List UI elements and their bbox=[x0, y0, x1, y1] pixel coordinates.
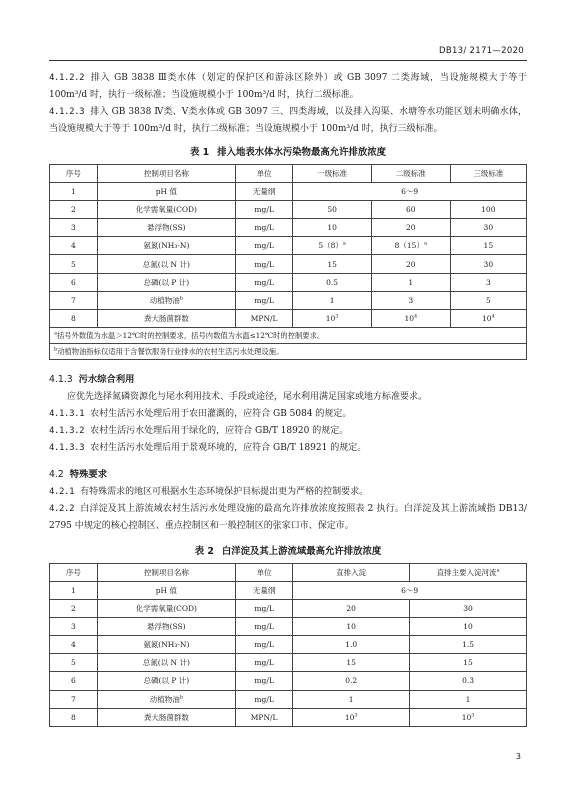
cell-no: 6 bbox=[50, 672, 98, 690]
exponent: 3 bbox=[354, 712, 358, 719]
clause-4-1-3-2 bbox=[49, 423, 527, 440]
cell-grade2: 1 bbox=[371, 273, 450, 291]
table-row bbox=[50, 183, 527, 201]
cell-item: 总氮(以 N 计) bbox=[97, 255, 235, 273]
table-row bbox=[50, 672, 527, 690]
footnote-mark: a bbox=[496, 567, 500, 574]
cell-item: 总磷(以 P 计) bbox=[97, 273, 235, 291]
section-4-1-3-intro: 应优先选择氮磷资源化与尾水利用技术、手段或途径，尾水利用满足国家或地方标准要求。 bbox=[67, 391, 428, 402]
item-text: 动植物油 bbox=[149, 694, 180, 704]
cell-grade2: 20 bbox=[371, 255, 450, 273]
cell-item bbox=[97, 291, 235, 309]
table2 bbox=[49, 563, 527, 727]
cell-grade2: 3 bbox=[371, 291, 450, 309]
cell-no: 1 bbox=[50, 183, 98, 201]
cell-unit: mg/L bbox=[236, 672, 293, 690]
cell-direct-lake: 10 bbox=[293, 618, 410, 636]
clause-4-1-2-2 bbox=[49, 70, 527, 104]
section-4-1-3-title bbox=[49, 371, 527, 385]
cell-unit: mg/L bbox=[236, 219, 293, 237]
cell-unit: mg/L bbox=[236, 201, 293, 219]
cell-item: 氨氮(NH₃-N) bbox=[97, 237, 235, 255]
table-row bbox=[50, 237, 527, 255]
cell-item: 总氮(以 N 计) bbox=[97, 654, 235, 672]
exponent: 3 bbox=[471, 712, 475, 719]
header-cell: 单位 bbox=[236, 563, 293, 581]
clause-number: 4.2.2 bbox=[49, 503, 75, 514]
cell-grade2: 60 bbox=[371, 201, 450, 219]
exponent: 4 bbox=[491, 313, 495, 320]
table-row bbox=[50, 618, 527, 636]
section-number: 4.2 bbox=[49, 468, 64, 480]
item-text: 动植物油 bbox=[149, 295, 180, 305]
table-row bbox=[50, 291, 527, 309]
header-cell: 二级标准 bbox=[371, 165, 450, 183]
cell-no: 3 bbox=[50, 618, 98, 636]
table-row bbox=[50, 708, 527, 726]
table-row bbox=[50, 600, 527, 618]
clause-4-1-2-3 bbox=[49, 104, 527, 138]
section-title: 特殊要求 bbox=[69, 468, 107, 480]
header-cell: 单位 bbox=[236, 165, 293, 183]
footnote-mark: a bbox=[342, 240, 346, 247]
cell-no: 5 bbox=[50, 654, 98, 672]
cell-unit: mg/L bbox=[236, 636, 293, 654]
clause-text: 白洋淀及其上游流域农村生活污水处理设施的最高允许排放浓度按照表 2 执行。白洋淀及其上游流域指 DB13/ 2795 中规定的核心控制区、重点控制区和一般控制区的张家口市、保定市。 bbox=[49, 503, 527, 531]
table1-title: 排入地表水体水污染物最高允许排放浓度 bbox=[217, 147, 386, 158]
clause-text: 有特殊需求的地区可根据水生态环境保护目标提出更为严格的控制要求。 bbox=[80, 486, 369, 497]
clause-4-1-3-3 bbox=[49, 440, 527, 457]
table2-caption bbox=[49, 543, 527, 557]
table1-note-row bbox=[50, 327, 527, 359]
cell-unit: MPN/L bbox=[236, 309, 293, 327]
cell-item: 化学需氧量(COD) bbox=[97, 600, 235, 618]
cell-unit: mg/L bbox=[236, 273, 293, 291]
cell-direct-river: 1.5 bbox=[410, 636, 527, 654]
cell-grade2: 20 bbox=[371, 219, 450, 237]
exponent: 3 bbox=[335, 313, 339, 320]
table-row bbox=[50, 636, 527, 654]
table-row bbox=[50, 201, 527, 219]
clause-text: 排入 GB 3838 Ⅲ类水体（划定的保护区和游泳区除外）或 GB 3097 二类海域，当设施规模大于等于 100m³/d 时，执行一级标准；当设施规模小于 100m³/d 时，执行二级标准。 bbox=[49, 73, 527, 100]
cell-grade3: 5 bbox=[450, 291, 526, 309]
exponent: 4 bbox=[413, 313, 418, 320]
cell-no: 7 bbox=[50, 291, 98, 309]
cell-item: pH 值 bbox=[97, 581, 235, 599]
cell-direct-river: 10 bbox=[410, 618, 527, 636]
footnote-mark: b bbox=[179, 295, 183, 302]
cell-grade3: 15 bbox=[450, 237, 526, 255]
footnote-mark: b bbox=[54, 346, 58, 353]
cell-no: 7 bbox=[50, 690, 98, 708]
cell-direct-lake: 1.0 bbox=[293, 636, 410, 654]
cell-unit: MPN/L bbox=[236, 708, 293, 726]
footnote-mark: b bbox=[179, 694, 183, 701]
clause-number: 4.1.2.2 bbox=[49, 73, 85, 83]
header-cell bbox=[410, 563, 527, 581]
cell-unit: mg/L bbox=[236, 654, 293, 672]
header-cell: 控制项目名称 bbox=[97, 165, 235, 183]
cell-item: 悬浮物(SS) bbox=[97, 618, 235, 636]
value: 10 bbox=[461, 712, 472, 722]
cell-item: 总磷(以 P 计) bbox=[97, 672, 235, 690]
cell-no: 8 bbox=[50, 309, 98, 327]
cell-unit: mg/L bbox=[236, 690, 293, 708]
cell-unit: 无量纲 bbox=[236, 183, 293, 201]
note-text: 括号外数值为水温＞12℃时的控制要求，括号内数值为水温≤12℃时的控制要求。 bbox=[56, 330, 325, 340]
cell-direct-lake: 15 bbox=[293, 654, 410, 672]
cell-unit: mg/L bbox=[236, 618, 293, 636]
footnote-mark: a bbox=[54, 330, 57, 337]
note-text: 动植物油指标仅适用于含餐饮服务行业排水的农村生活污水处理设施。 bbox=[57, 346, 284, 356]
clause-text: 农村生活污水处理后用于绿化的，应符合 GB/T 18920 的规定。 bbox=[90, 425, 349, 436]
cell-grade3: 100 bbox=[450, 201, 526, 219]
header-cell: 三级标准 bbox=[450, 165, 526, 183]
cell-unit: 无量纲 bbox=[236, 581, 293, 599]
table-row bbox=[50, 219, 527, 237]
cell-grade1: 10 bbox=[293, 219, 372, 237]
cell-grade2 bbox=[371, 309, 450, 327]
footnote-mark: a bbox=[423, 240, 427, 247]
cell-no: 3 bbox=[50, 219, 98, 237]
cell-item: 化学需氧量(COD) bbox=[97, 201, 235, 219]
clause-number: 4.1.3.1 bbox=[49, 408, 85, 419]
value: 10 bbox=[404, 313, 414, 323]
cell-no: 4 bbox=[50, 237, 98, 255]
cell-direct-river: 30 bbox=[410, 600, 527, 618]
page-content bbox=[49, 70, 527, 727]
table-row bbox=[50, 273, 527, 291]
table2-title: 白洋淀及其上游流域最高允许排放浓度 bbox=[221, 545, 382, 557]
cell-grade1: 15 bbox=[293, 255, 372, 273]
cell-grade3 bbox=[450, 309, 526, 327]
note-b bbox=[50, 343, 526, 359]
cell-direct-river: 0.3 bbox=[410, 672, 527, 690]
clause-number: 4.2.1 bbox=[49, 486, 75, 497]
section-number: 4.1.3 bbox=[49, 373, 73, 385]
clause-number: 4.1.3.2 bbox=[49, 425, 85, 436]
cell-no: 2 bbox=[50, 201, 98, 219]
cell-grade1: 1 bbox=[293, 291, 372, 309]
cell-item: pH 值 bbox=[97, 183, 235, 201]
header-cell: 一级标准 bbox=[293, 165, 372, 183]
cell-grade3: 3 bbox=[450, 273, 526, 291]
value: 5（8） bbox=[318, 241, 343, 251]
clause-text: 农村生活污水处理后用于景观环境的，应符合 GB/T 18921 的规定。 bbox=[90, 442, 367, 453]
cell-grade3: 30 bbox=[450, 255, 526, 273]
cell-direct-river: 1 bbox=[410, 690, 527, 708]
cell-grade1 bbox=[293, 237, 372, 255]
standard-code: DB13/ 2171—2020 bbox=[438, 46, 524, 56]
table-row bbox=[50, 690, 527, 708]
section-4-2-title bbox=[49, 466, 527, 480]
cell-direct-river bbox=[410, 708, 527, 726]
value: 8（15） bbox=[394, 241, 424, 251]
section-title: 污水综合利用 bbox=[78, 373, 135, 385]
page-number: 3 bbox=[515, 752, 521, 761]
cell-unit: mg/L bbox=[236, 237, 293, 255]
header-cell: 直排入淀 bbox=[293, 563, 410, 581]
cell-no: 2 bbox=[50, 600, 98, 618]
cell-direct-river: 15 bbox=[410, 654, 527, 672]
clause-4-2-1 bbox=[49, 484, 527, 501]
cell-grade1: 0.5 bbox=[293, 273, 372, 291]
cell-unit: mg/L bbox=[236, 291, 293, 309]
cell-item: 粪大肠菌群数 bbox=[97, 309, 235, 327]
cell-no: 1 bbox=[50, 581, 98, 599]
table1-notes bbox=[50, 327, 527, 359]
cell-grade1 bbox=[293, 309, 372, 327]
cell-grade2 bbox=[371, 237, 450, 255]
table1-number: 表 1 bbox=[190, 147, 210, 158]
clause-number: 4.1.3.3 bbox=[49, 442, 85, 453]
cell-direct-lake: 1 bbox=[293, 690, 410, 708]
cell-item bbox=[97, 690, 235, 708]
table-row bbox=[50, 309, 527, 327]
table1-header-row bbox=[50, 165, 527, 183]
cell-unit: mg/L bbox=[236, 255, 293, 273]
cell-direct-lake: 0.2 bbox=[293, 672, 410, 690]
cell-no: 6 bbox=[50, 273, 98, 291]
cell-direct-lake bbox=[293, 708, 410, 726]
cell-direct-lake: 20 bbox=[293, 600, 410, 618]
cell-item: 氨氮(NH₃-N) bbox=[97, 636, 235, 654]
cell-no: 5 bbox=[50, 255, 98, 273]
cell-merged-value: 6～9 bbox=[293, 183, 527, 201]
cell-item: 悬浮物(SS) bbox=[97, 219, 235, 237]
header-cell: 控制项目名称 bbox=[97, 563, 235, 581]
note-a bbox=[54, 328, 526, 343]
cell-no: 8 bbox=[50, 708, 98, 726]
header-rule bbox=[49, 60, 527, 61]
cell-grade3: 30 bbox=[450, 219, 526, 237]
clause-4-1-3-1 bbox=[49, 406, 527, 423]
clause-text: 农村生活污水处理后用于农田灌溉的，应符合 GB 5084 的规定。 bbox=[90, 408, 352, 419]
table2-header-row bbox=[50, 563, 527, 581]
header-cell: 序号 bbox=[50, 563, 98, 581]
table1-caption bbox=[49, 144, 527, 158]
cell-grade1: 50 bbox=[293, 201, 372, 219]
cell-no: 4 bbox=[50, 636, 98, 654]
table-row bbox=[50, 255, 527, 273]
header-text: 直排主要入淀河流 bbox=[436, 567, 497, 577]
header-cell: 序号 bbox=[50, 165, 98, 183]
clause-4-2-2 bbox=[49, 501, 527, 535]
table2-number: 表 2 bbox=[194, 545, 214, 557]
cell-item: 粪大肠菌群数 bbox=[97, 708, 235, 726]
value: 10 bbox=[344, 712, 355, 722]
table-row bbox=[50, 654, 527, 672]
value: 10 bbox=[481, 313, 492, 323]
table-row bbox=[50, 581, 527, 599]
cell-merged-value: 6～9 bbox=[293, 581, 527, 599]
cell-unit: mg/L bbox=[236, 600, 293, 618]
clause-number: 4.1.2.3 bbox=[49, 107, 85, 117]
clause-text: 排入 GB 3838 Ⅳ类、Ⅴ类水体或 GB 3097 三、四类海域，以及排入沟渠、水塘等水功能区划未明确水体，当设施规模大于等于 100m³/d 时，执行二级标准；当设施规模小于 100m³/d 时，执行三级标准。 bbox=[49, 107, 527, 134]
table1 bbox=[49, 164, 527, 360]
value: 10 bbox=[325, 313, 336, 323]
